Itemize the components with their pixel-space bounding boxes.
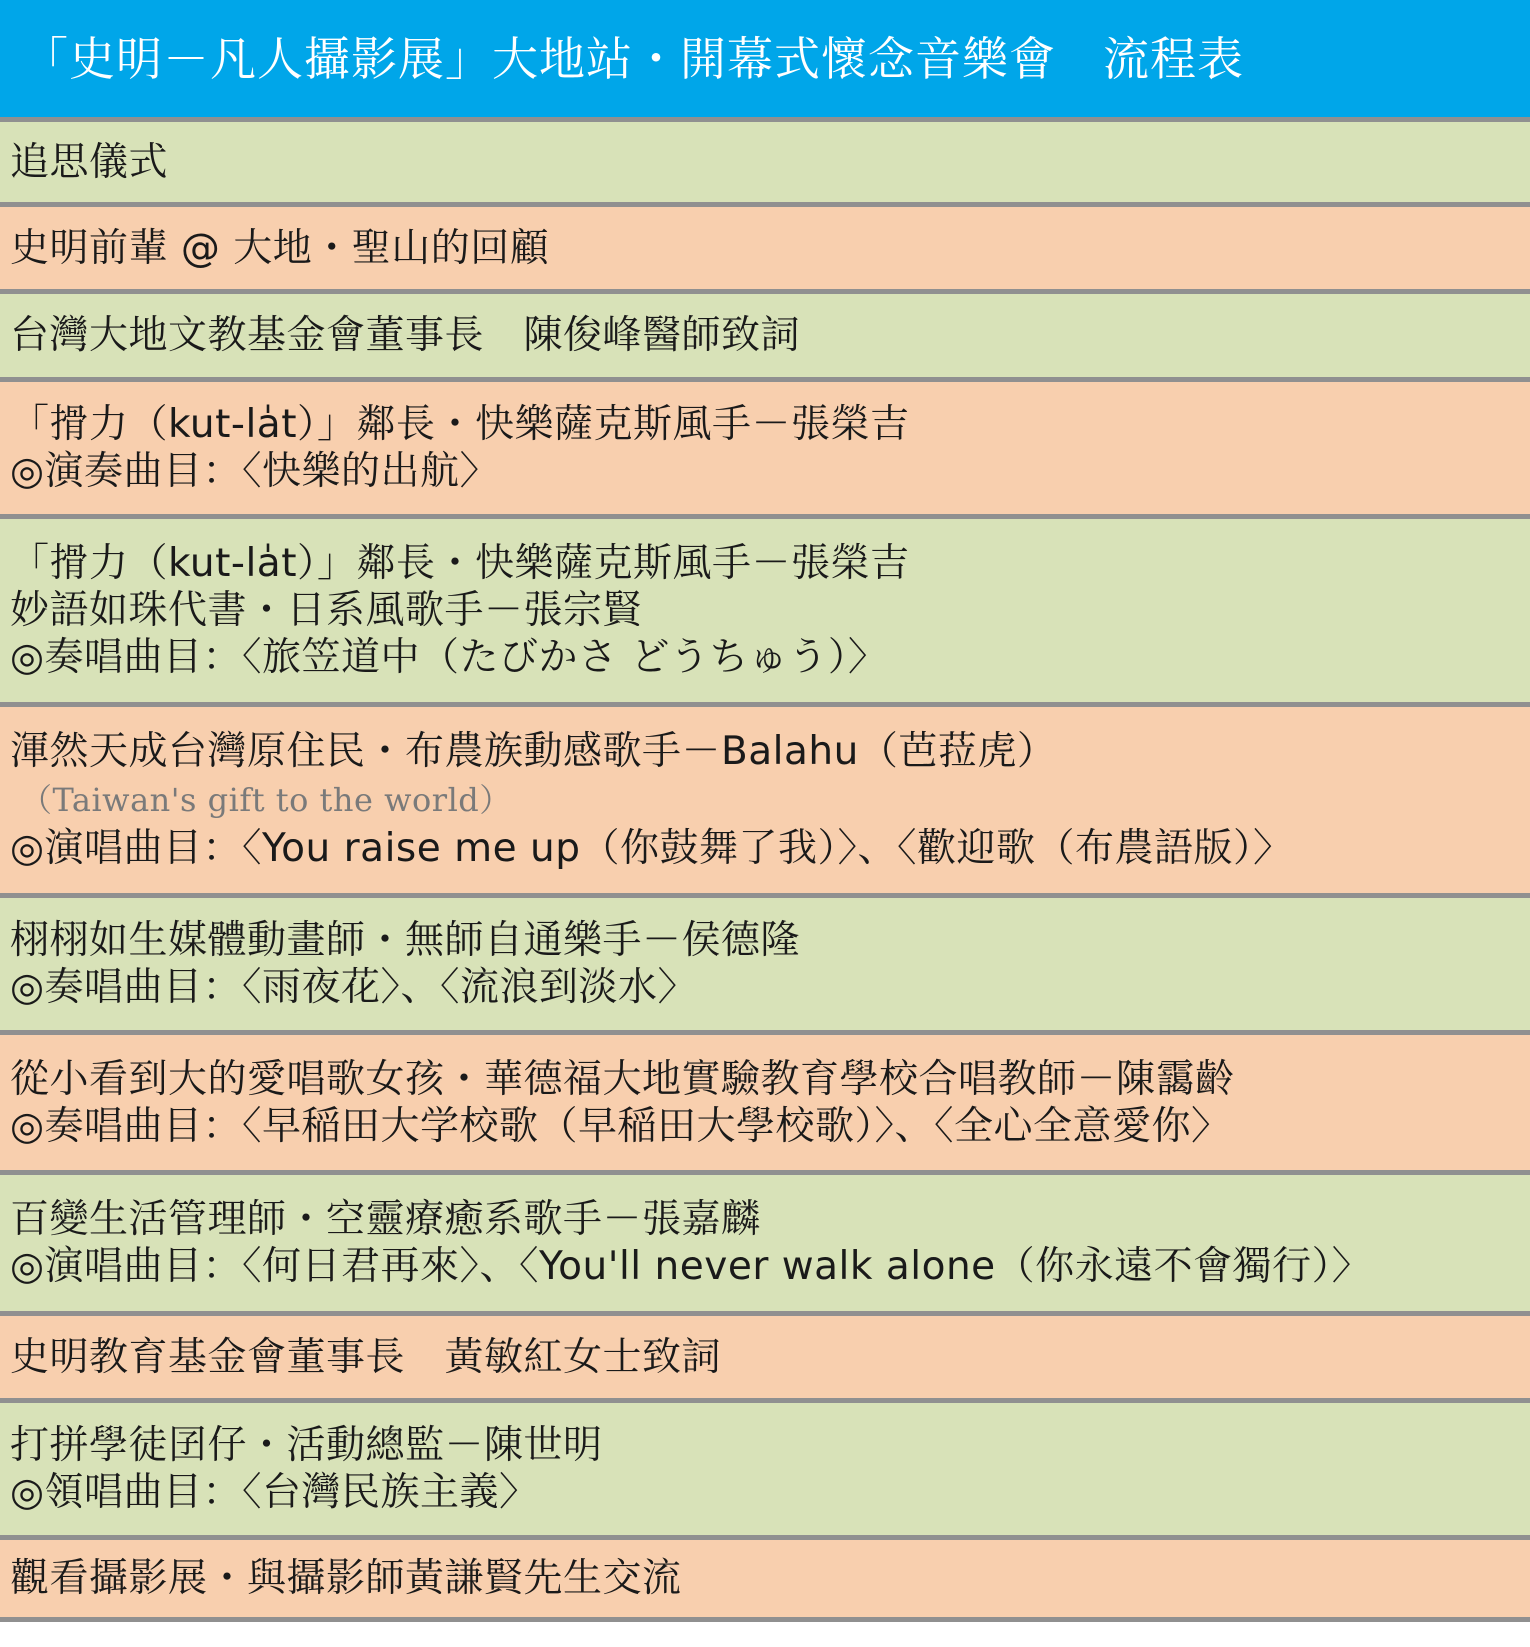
schedule-title-bar [0, 0, 1530, 117]
row-line: ◎演唱曲目：〈何日君再來〉、〈You'll never walk alone（你永遠不會獨行）〉 [10, 1244, 1372, 1289]
row-line: ◎演唱曲目：〈You raise me up（你鼓舞了我）〉、〈歡迎歌（布農語版）〉 [10, 826, 1293, 871]
row-line: 觀看攝影展・與攝影師黃謙賢先生交流 [10, 1556, 682, 1601]
row-line: 「搰力（kut-la̍t）」鄰長・快樂薩克斯風手－張榮吉 [10, 541, 910, 586]
row-line: 史明教育基金會董事長 黃敏紅女士致詞 [10, 1334, 722, 1380]
schedule-row-retrospective [0, 202, 1530, 289]
schedule-row-speech-foundation [0, 1311, 1530, 1398]
row-line: ◎奏唱曲目：〈旅笠道中（たびかさ どうちゅう）〉 [10, 635, 888, 680]
row-line: 渾然天成台灣原住民・布農族動感歌手－Balahu（芭菈虎） [10, 729, 1057, 774]
schedule-row-memorial [0, 117, 1530, 202]
schedule-row-director [0, 1398, 1530, 1535]
schedule-row-animator [0, 893, 1530, 1030]
row-line: 「搰力（kut-la̍t）」鄰長・快樂薩克斯風手－張榮吉 [10, 402, 910, 447]
row-line: 妙語如珠代書・日系風歌手－張宗賢 [10, 588, 643, 633]
schedule-row-saxophone [0, 377, 1530, 514]
schedule-rows [0, 117, 1530, 1622]
row-line: 史明前輩 @ 大地・聖山的回顧 [10, 225, 550, 271]
row-line: 栩栩如生媒體動畫師・無師自通樂手－侯德隆 [10, 918, 801, 963]
schedule-row-choir-teacher [0, 1030, 1530, 1170]
schedule-row-speech-chairman [0, 289, 1530, 377]
schedule-row-balahu [0, 702, 1530, 893]
schedule-row-exhibition [0, 1535, 1530, 1622]
row-line: 從小看到大的愛唱歌女孩・華德福大地實驗教育學校合唱教師－陳靄齡 [10, 1056, 1235, 1102]
row-line: ◎奏唱曲目：〈雨夜花〉、〈流浪到淡水〉 [10, 965, 698, 1010]
row-line: ◎領唱曲目：〈台灣民族主義〉 [10, 1470, 539, 1515]
schedule-row-duet [0, 514, 1530, 702]
row-line: ◎演奏曲目：〈快樂的出航〉 [10, 449, 500, 494]
row-line: 追思儀式 [10, 139, 169, 185]
schedule-row-life-manager [0, 1170, 1530, 1311]
row-line: 台灣大地文教基金會董事長 陳俊峰醫師致詞 [10, 313, 801, 358]
schedule-title: 「史明－凡人攝影展」大地站・開幕式懷念音樂會 流程表 [22, 31, 1244, 86]
row-subtitle: （Taiwan's gift to the world） [20, 781, 512, 819]
row-line: 百變生活管理師・空靈療癒系歌手－張嘉麟 [10, 1197, 761, 1242]
row-line: 打拼學徒囝仔・活動總監－陳世明 [10, 1423, 603, 1468]
row-line: ◎奏唱曲目：〈早稲田大学校歌（早稲田大學校歌）〉、〈全心全意愛你〉 [10, 1103, 1231, 1149]
